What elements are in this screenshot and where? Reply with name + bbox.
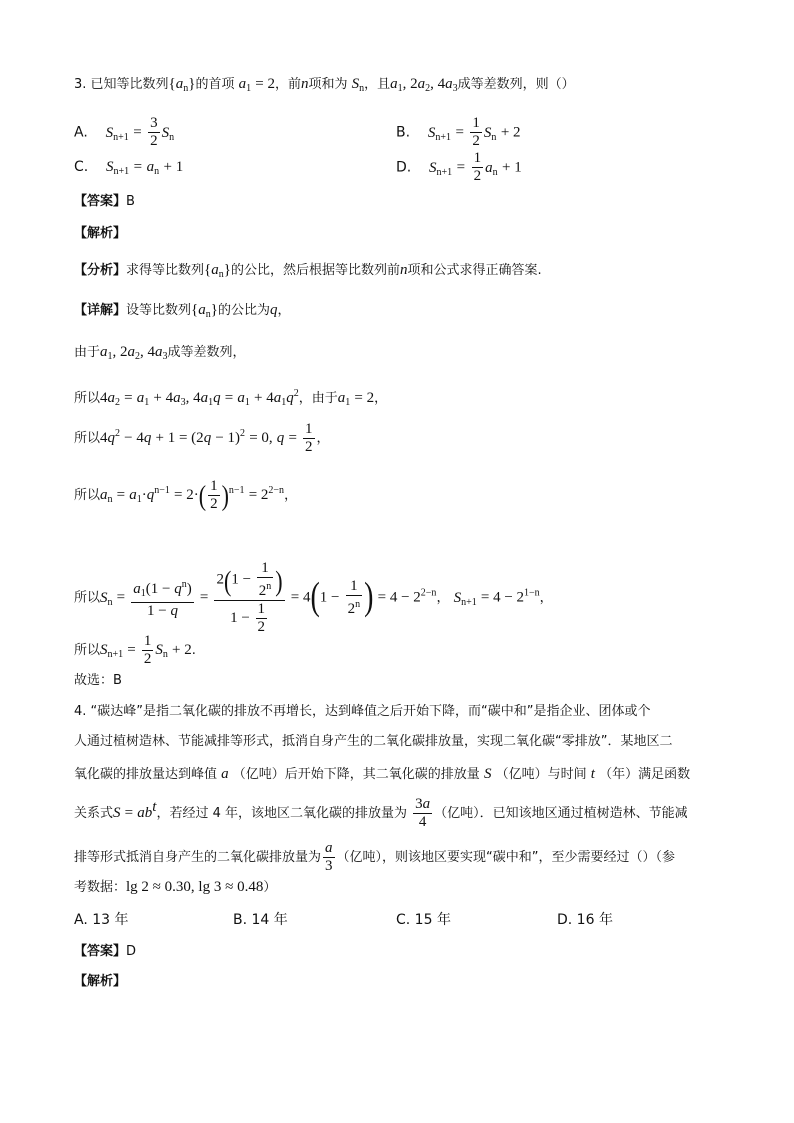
q4-option-b: B. 14 年 xyxy=(233,912,288,928)
q4-option-c: C. 15 年 xyxy=(396,912,451,928)
q3-answer-value: B xyxy=(126,194,135,209)
q3-step-6: 所以$S_{n+1}$ = $\frac{1}{2}$ $S_n + 2$. xyxy=(74,633,196,667)
q3-step-5: 所以$S_n$ = $\frac{a_1(1 - q^n)}{1 - q}$ = 2(1 − $\frac{1}{2^n}$ ) 1 − $\frac{1}{2}$ = 4(1 − $\frac{1}{2^n}$ ) = $4 - 2^{2-n}$， $S_{n+1} = 4 - 2^{1-n}$， xyxy=(74,560,553,635)
q3-step-1: 由于$a_1$, $2a_2$, $4a_3$成等差数列， xyxy=(74,344,246,362)
q4-answer: 【答案】D xyxy=(74,944,137,959)
q3-stem-text: 的首项 xyxy=(195,77,235,92)
q3-stem-text: ，前 xyxy=(274,77,301,92)
q3-option-c: C. $S_{n+1} = a_n + 1$ xyxy=(74,159,184,177)
q3-detail: 【详解】设等比数列$\{a_n\}$的公比为q， xyxy=(74,302,291,320)
q3-analysis-heading: 【解析】 xyxy=(74,226,127,241)
q3-step-4: 所以$a_n = a_1\cdot q^{n-1} = 2\cdot$( $\frac{1}{2}$ )$^{n-1} = 2^{2-n}$， xyxy=(74,478,298,512)
q3-stem-text: ，且 xyxy=(364,77,391,92)
q4-analysis-heading: 【解析】 xyxy=(74,974,127,989)
q3-stem: 3. 已知等比数列$\{a_n\}$的首项 $a_1 = 2$，前n项和为 $S_n$，且$a_1$, $2a_2$, $4a_3$成等差数列，则（） xyxy=(74,76,575,94)
q3-stem-text: 成等差数列，则（） xyxy=(457,77,575,92)
q4-line-4: 关系式$S = ab^t$，若经过 4 年，该地区二氧化碳的排放量为 $\frac{3a}{4}$ （亿吨）．已知该地区通过植树造林、节能减 xyxy=(74,796,688,830)
q3-option-d: D. $S_{n+1}$ = $\frac{1}{2}$ $a_n + 1$ xyxy=(396,150,522,184)
q3-step-3: 所以$4q^2 - 4q + 1 = (2q - 1)^2 = 0$, q = $\frac{1}{2}$ ， xyxy=(74,421,330,455)
q3-answer: 【答案】B xyxy=(74,194,135,209)
q4-option-a: A. 13 年 xyxy=(74,912,129,928)
q3-step-2: 所以$4a_2 = a_1 + 4a_3$, $4a_1q = a_1 + 4a_1q^2$，由于$a_1 = 2$， xyxy=(74,388,388,408)
q4-line-5: 排等形式抵消自身产生的二氧化碳排放量为 $\frac{a}{3}$ （亿吨），则该地区要实现“碳中和”，至少需要经过（）（参 xyxy=(74,840,675,874)
q4-option-d: D. 16 年 xyxy=(557,912,613,928)
q4-answer-value: D xyxy=(126,944,137,959)
q3-option-b: B. $S_{n+1}$ = $\frac{1}{2}$ $S_n + 2$ xyxy=(396,115,521,149)
q3-conclusion: 故选：B xyxy=(74,673,122,688)
q3-option-a: A. $S_{n+1}$ = $\frac{3}{2}$ $S_n$ xyxy=(74,115,175,149)
q3-stem-prefix: 3. 已知等比数列 xyxy=(74,77,169,92)
q3-fenxi: 【分析】求得等比数列$\{a_n\}$的公比，然后根据等比数列前n项和公式求得正确答案. xyxy=(74,262,542,280)
q4-line-3: 氧化碳的排放量达到峰值 a （亿吨）后开始下降，其二氧化碳的排放量 S （亿吨）与时间 t （年）满足函数 xyxy=(74,766,691,782)
q4-line-2: 人通过植树造林、节能减排等形式，抵消自身产生的二氧化碳排放量，实现二氧化碳“零排放”．某地区二 xyxy=(74,734,673,749)
q3-stem-text: 项和为 xyxy=(308,77,348,92)
q4-line-1: 4. “碳达峰”是指二氧化碳的排放不再增长，达到峰值之后开始下降，而“碳中和”是指企业、团体或个 xyxy=(74,704,651,719)
q4-line-6: 考数据：lg 2 ≈ 0.30, lg 3 ≈ 0.48） xyxy=(74,879,277,895)
